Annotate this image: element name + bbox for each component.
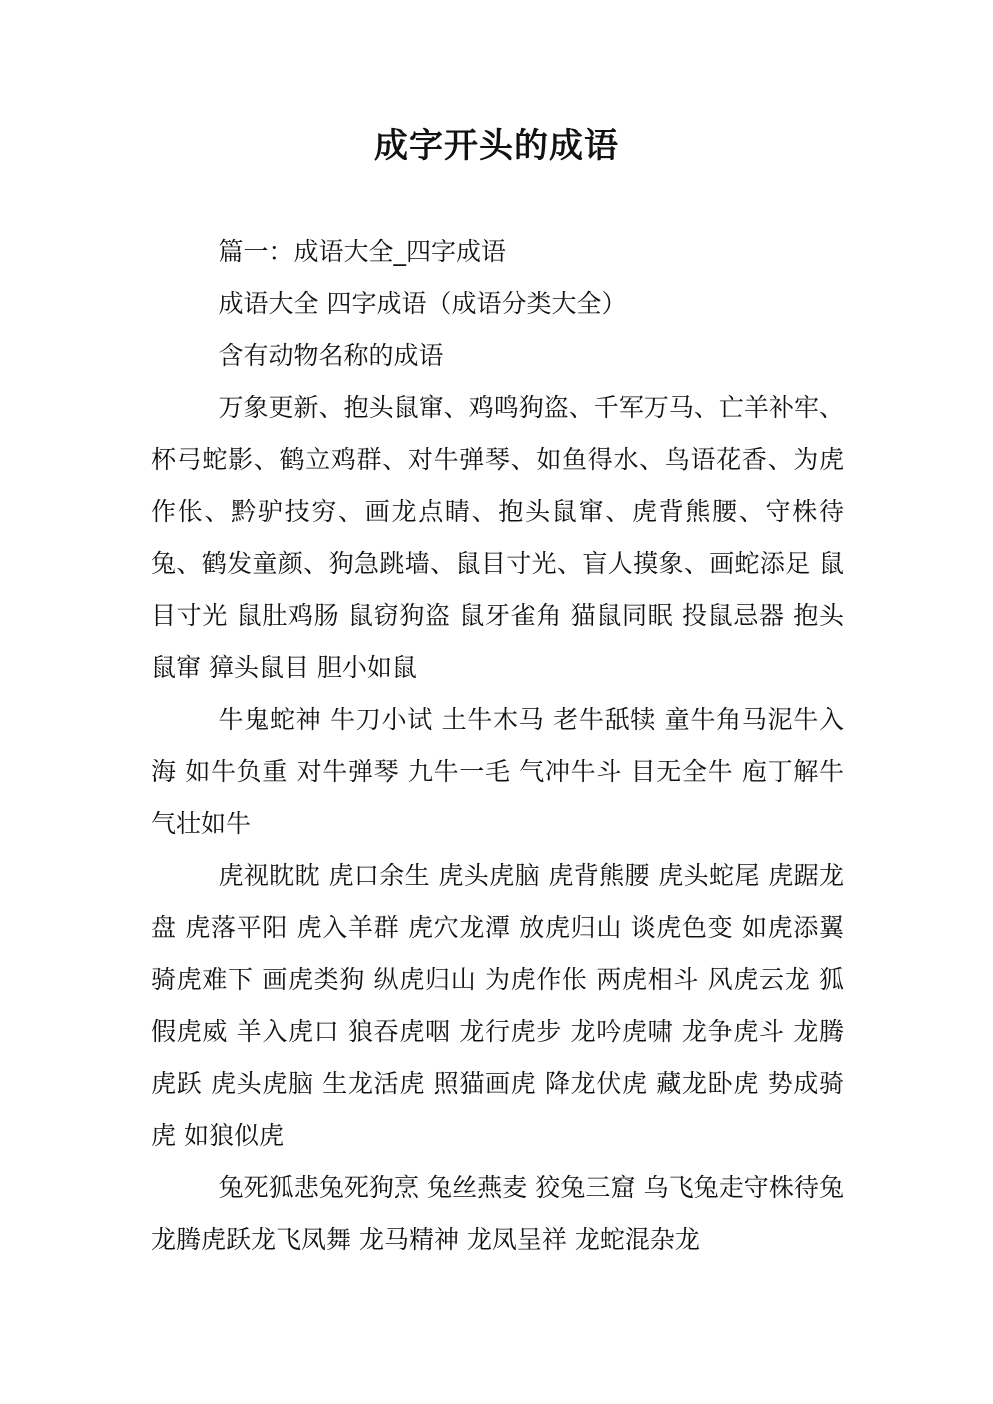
subheading: 成语大全 四字成语（成语分类大全）	[218, 289, 627, 318]
document-body	[151, 226, 844, 1266]
idiom-paragraph-rabbit-dragon: 兔死狐悲兔死狗烹 兔丝燕麦 狡兔三窟 乌飞兔走守株待兔 龙腾虎跃龙飞凤舞 龙马精神 龙凤呈祥 龙蛇混杂龙	[151, 1173, 844, 1254]
document-title: 成字开头的成语	[374, 126, 619, 166]
idiom-paragraph-tiger: 虎视眈眈 虎口余生 虎头虎脑 虎背熊腰 虎头蛇尾 虎踞龙盘 虎落平阳 虎入羊群 虎穴龙潭 放虎归山 谈虎色变 如虎添翼 骑虎难下 画虎类狗 纵虎归山 为虎作伥 两虎相斗 风虎云龙 狐假虎威 羊入虎口 狼吞虎咽 龙行虎步 龙吟虎啸 龙争虎斗 龙腾虎跃 虎头虎脑 生龙活虎 照猫画虎 降龙伏虎 藏龙卧虎 势成骑虎 如狼似虎	[151, 861, 844, 1150]
category-heading: 含有动物名称的成语	[218, 341, 444, 370]
section-heading: 篇一：成语大全_四字成语	[218, 237, 507, 266]
idiom-paragraph-ox: 牛鬼蛇神 牛刀小试 土牛木马 老牛舐犊 童牛角马泥牛入海 如牛负重 对牛弹琴 九牛一毛 气冲牛斗 目无全牛 庖丁解牛 气壮如牛	[151, 705, 844, 838]
idiom-paragraph-mixed: 万象更新、抱头鼠窜、鸡鸣狗盗、千军万马、亡羊补牢、杯弓蛇影、鹤立鸡群、对牛弹琴、如鱼得水、鸟语花香、为虎作伥、黔驴技穷、画龙点睛、抱头鼠窜、虎背熊腰、守株待兔、鹤发童颜、狗急跳墙、鼠目寸光、盲人摸象、画蛇添足 鼠目寸光 鼠肚鸡肠 鼠窃狗盗 鼠牙雀角 猫鼠同眠 投鼠忌器 抱头鼠窜 獐头鼠目 胆小如鼠	[151, 393, 844, 682]
